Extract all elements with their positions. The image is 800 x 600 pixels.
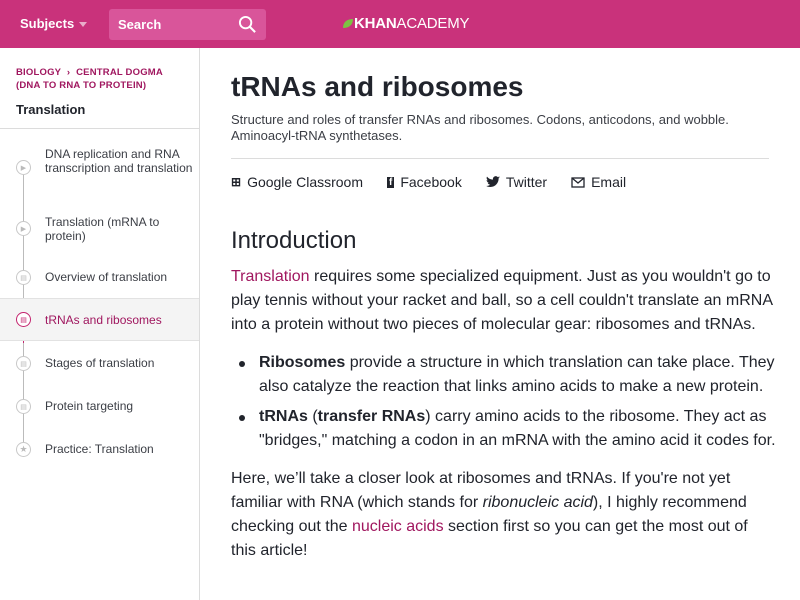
twitter-icon xyxy=(486,176,500,188)
top-nav xyxy=(0,0,800,48)
breadcrumb xyxy=(16,66,187,92)
intro-paragraph xyxy=(231,265,776,337)
bold-term: tRNAs xyxy=(259,408,308,425)
sidebar-item-label: Overview of translation xyxy=(45,270,168,284)
sidebar-item-trnas-ribosomes[interactable] xyxy=(0,298,199,341)
sidebar-item-stages[interactable] xyxy=(0,342,199,385)
translation-link[interactable]: Translation xyxy=(231,268,310,285)
sidebar-item-label: Protein targeting xyxy=(45,399,134,413)
article-subtitle: Structure and roles of transfer RNAs and ribosomes. Codons, anticodons, and wobble. Aminoacyl-tRNA synthetases. xyxy=(231,112,729,143)
sidebar-item-label: tRNAs and ribosomes xyxy=(45,313,162,327)
paragraph-text: section first so you can get the most out of this article! xyxy=(231,518,748,559)
list-item-text: ( xyxy=(307,408,318,425)
list-item-text: ) carry amino acids to the ribosome. They act as "bridges," matching a codon in an mRNA with the amino acid it codes for. xyxy=(259,408,776,449)
sidebar-header xyxy=(0,48,199,129)
share-bar xyxy=(231,172,776,192)
leaf-icon xyxy=(342,18,354,29)
share-label: Twitter xyxy=(505,174,548,190)
paragraph-text: Here, we’ll take a closer look at ribosomes and tRNAs. If you're not yet familiar with RNA (which stands for xyxy=(231,470,731,511)
play-icon: ▶ xyxy=(16,160,31,175)
chevron-down-icon xyxy=(79,22,87,27)
share-facebook-button[interactable] xyxy=(387,172,462,192)
paragraph-text: ), I highly recommend checking out the xyxy=(231,494,747,535)
sidebar-item-label: DNA replication and RNA transcription and translation xyxy=(45,147,193,175)
google-classroom-icon: ⊞ xyxy=(231,175,242,189)
bold-term: transfer RNAs xyxy=(317,408,426,425)
logo-bold: KHAN xyxy=(354,15,397,32)
article-icon: ▤ xyxy=(16,356,31,371)
play-icon: ▶ xyxy=(16,221,31,236)
facebook-icon: f xyxy=(389,176,393,188)
list-item xyxy=(239,405,776,453)
khan-academy-logo[interactable] xyxy=(342,15,469,32)
bold-term: Ribosomes xyxy=(259,354,346,371)
sidebar-title: Translation xyxy=(16,102,86,117)
envelope-icon xyxy=(571,177,585,188)
breadcrumb-separator: › xyxy=(66,67,71,78)
share-label: Google Classroom xyxy=(247,174,363,190)
share-google-classroom-button[interactable] xyxy=(231,172,363,192)
article-icon: ▤ xyxy=(16,399,31,414)
section-heading: Introduction xyxy=(231,227,357,254)
article-icon: ▤ xyxy=(16,270,31,285)
sidebar xyxy=(0,48,200,600)
share-twitter-button[interactable] xyxy=(486,172,547,192)
subjects-menu-button[interactable] xyxy=(20,16,87,31)
closing-paragraph xyxy=(231,467,776,563)
breadcrumb-central-dogma[interactable]: CENTRAL DOGMA (DNA TO RNA TO PROTEIN) xyxy=(16,67,163,91)
sidebar-item-label: Stages of translation xyxy=(45,356,155,370)
share-label: Facebook xyxy=(400,174,462,190)
star-icon: ★ xyxy=(16,442,31,457)
list-item-text: provide a structure in which translation can take place. They also catalyze the reaction that links amino acids to make a new protein. xyxy=(259,354,775,395)
search-input[interactable] xyxy=(109,9,266,40)
bullet-list xyxy=(239,351,776,453)
sidebar-item-translation-video[interactable] xyxy=(0,208,199,251)
page-title: tRNAs and ribosomes xyxy=(231,71,524,102)
sidebar-item-label: Practice: Translation xyxy=(45,442,154,456)
sidebar-item-overview[interactable] xyxy=(0,256,199,299)
divider xyxy=(231,158,769,159)
logo-light: ACADEMY xyxy=(396,15,470,32)
sidebar-item-practice[interactable] xyxy=(0,428,199,471)
search-icon[interactable] xyxy=(238,15,257,34)
breadcrumb-biology[interactable]: BIOLOGY xyxy=(16,67,62,78)
paragraph-text: requires some specialized equipment. Just as you wouldn't go to play tennis without your racket and ball, so a cell couldn't translate an mRNA into a protein without two pieces of molecular gear: ribosomes and tRNAs. xyxy=(231,268,773,333)
sidebar-item-dna-replication[interactable] xyxy=(0,147,199,190)
article xyxy=(231,48,776,563)
sidebar-item-label: Translation (mRNA to protein) xyxy=(45,215,160,243)
sidebar-item-protein-targeting[interactable] xyxy=(0,385,199,428)
share-email-button[interactable] xyxy=(571,172,626,192)
emphasis-text: ribonucleic acid xyxy=(482,494,593,511)
subjects-label: Subjects xyxy=(20,16,75,31)
nucleic-acids-link[interactable]: nucleic acids xyxy=(351,518,444,535)
article-icon: ▤ xyxy=(16,312,31,327)
search-placeholder: Search xyxy=(118,17,162,32)
list-item xyxy=(239,351,776,399)
share-label: Email xyxy=(591,174,627,190)
